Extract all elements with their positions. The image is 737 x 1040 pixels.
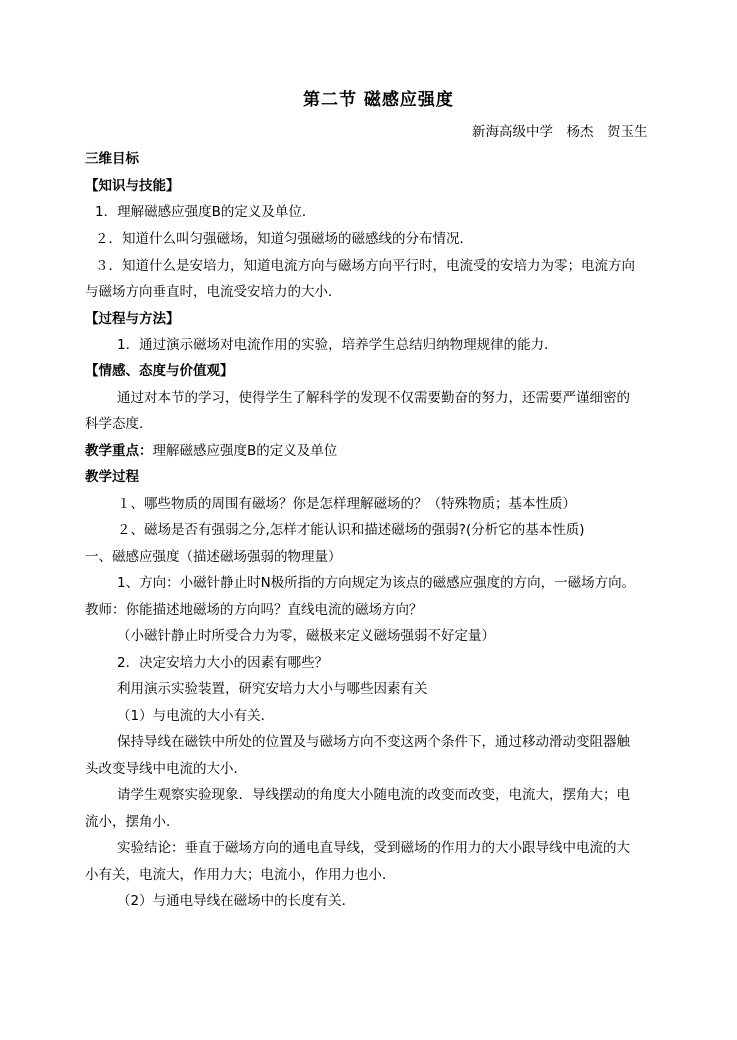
attitude-line: 通过对本节的学习，使得学生了解科学的发现不仅需要勤奋的努力，还需要严谨细密的 <box>117 390 630 406</box>
body-line: 教师：你能描述地磁场的方向吗？直线电流的磁场方向？ <box>85 602 423 618</box>
page-title: 第二节 磁感应强度 <box>303 90 454 110</box>
body-line: 请学生观察实验现象．导线摆动的角度大小随电流的改变而改变，电流大，摆角大；电 <box>117 787 630 803</box>
body-line: 1、方向：小磁针静止时N极所指的方向规定为该点的磁感应强度的方向，一磁场方向。 <box>117 575 636 591</box>
body-line: （1）与电流的大小有关． <box>117 708 275 724</box>
key-point-text: 理解磁感应强度B的定义及单位 <box>152 443 338 459</box>
body-line: 保持导线在磁铁中所处的位置及与磁场方向不变这两个条件下，通过移动滑动变阻器触 <box>117 734 630 750</box>
body-line: 小有关，电流大，作用力大；电流小，作用力也小． <box>85 867 396 883</box>
body-line: （2）与通电导线在磁场中的长度有关． <box>117 893 356 909</box>
body-line: （小磁针静止时所受合力为零，磁极来定义磁场强弱不好定量） <box>117 628 495 644</box>
knowledge-item: 1．理解磁感应强度B的定义及单位． <box>95 204 316 220</box>
key-point-line <box>85 441 337 461</box>
body-line: 头改变导线中电流的大小． <box>85 761 247 777</box>
key-point-label: 教学重点： <box>85 443 153 459</box>
body-line: 流小，摆角小． <box>85 814 180 830</box>
process-item: 1．通过演示磁场对电流作用的实验，培养学生总结归纳物理规律的能力． <box>117 337 558 353</box>
body-line: １、哪些物质的周围有磁场？你是怎样理解磁场的？（特殊物质；基本性质） <box>117 496 576 512</box>
body-line: 实验结论：垂直于磁场方向的通电直导线，受到磁场的作用力的大小跟导线中电流的大 <box>117 840 630 856</box>
goals-heading: 三维目标 <box>85 151 139 167</box>
attitude-heading: 【情感、态度与价值观】 <box>85 363 234 379</box>
teaching-process-heading: 教学过程 <box>85 469 139 485</box>
knowledge-item: 与磁场方向垂直时，电流受安培力的大小． <box>85 284 342 300</box>
author-line: 新海高级中学 杨杰 贺玉生 <box>472 124 648 140</box>
knowledge-heading: 【知识与技能】 <box>85 178 180 194</box>
body-line: 2．决定安培力大小的因素有哪些？ <box>117 655 329 671</box>
attitude-line: 科学态度． <box>85 416 153 432</box>
knowledge-item: ２．知道什么叫匀强磁场，知道匀强磁场的磁感线的分布情况． <box>95 231 473 247</box>
body-line: ２、磁场是否有强弱之分,怎样才能认识和描述磁场的强弱?(分析它的基本性质) <box>117 522 585 538</box>
knowledge-item: ３．知道什么是安培力，知道电流方向与磁场方向平行时，电流受的安培力为零；电流方向 <box>95 258 635 274</box>
process-method-heading: 【过程与方法】 <box>85 311 180 327</box>
body-line: 一、磁感应强度（描述磁场强弱的物理量） <box>85 549 342 565</box>
body-line: 利用演示实验装置，研究安培力大小与哪些因素有关 <box>117 681 428 697</box>
